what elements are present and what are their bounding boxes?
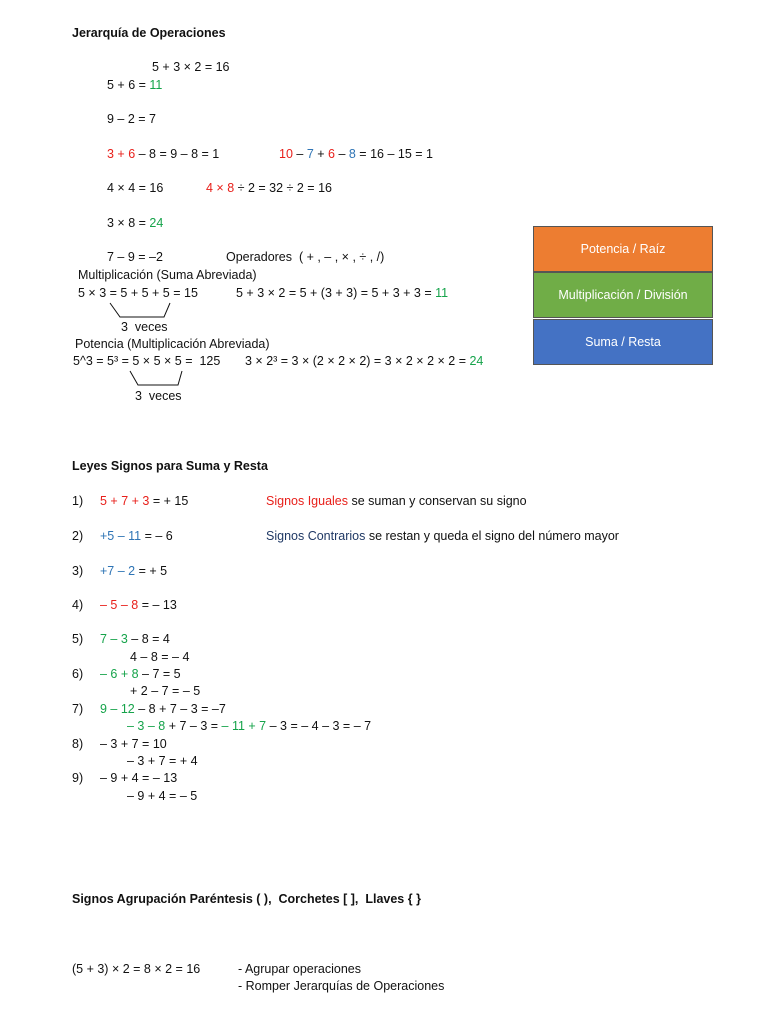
example-line: 5 + 3 × 2 = 16 — [152, 60, 230, 74]
example-line — [245, 354, 483, 369]
expression-segment: – 9 + 4 = – 13 — [100, 771, 178, 785]
expression-segment: 7 — [306, 147, 314, 161]
law-number: 5) — [72, 632, 84, 646]
law-number: 4) — [72, 598, 84, 612]
example-line — [107, 216, 163, 231]
expression-segment: 11 — [149, 78, 163, 92]
expression-segment: se suman y conservan su signo — [348, 494, 527, 508]
example-line — [107, 78, 162, 93]
expression-segment: – 8 = 9 – 8 = 1 — [135, 147, 220, 161]
expression-segment: – 7 = 5 — [138, 667, 181, 681]
expression-segment: ÷ 2 = 32 ÷ 2 = 16 — [234, 181, 332, 195]
grouping-example: (5 + 3) × 2 = 8 × 2 = 16 — [72, 962, 201, 976]
expression-segment: – 3 + 7 = 10 — [100, 737, 167, 751]
law-step: + 2 – 7 = – 5 — [130, 684, 201, 698]
expression-segment: 4 × 8 — [206, 181, 235, 195]
law-number: 7) — [72, 702, 84, 716]
expression-segment: – 8 + 7 – 3 = –7 — [134, 702, 226, 716]
law-number: 1) — [72, 494, 84, 508]
expression-segment: – — [292, 147, 307, 161]
law-equation — [100, 598, 177, 613]
law-equation — [100, 702, 226, 717]
expression-segment: = 16 – 15 = 1 — [355, 147, 433, 161]
law-number: 3) — [72, 564, 84, 578]
expression-segment: – 3 = – 4 – 3 = – 7 — [266, 719, 372, 733]
precedence-addition-box: Suma / Resta — [533, 319, 713, 365]
expression-segment: 3 × 8 = — [107, 216, 150, 230]
example-line: 9 – 2 = 7 — [107, 112, 156, 126]
example-line — [107, 147, 219, 162]
expression-segment: 5 + 6 = — [107, 78, 150, 92]
law-equation — [100, 632, 170, 647]
expression-segment: 3 + 6 — [107, 147, 136, 161]
example-line: 5^3 = 5³ = 5 × 5 × 5 = 125 — [73, 354, 221, 368]
law-equation — [100, 494, 188, 509]
law-equation — [100, 667, 181, 682]
law-equation — [100, 529, 173, 544]
example-line: 5 × 3 = 5 + 5 + 5 = 15 — [78, 286, 198, 300]
law-step: – 9 + 4 = – 5 — [127, 789, 198, 803]
law-note — [266, 494, 527, 509]
expression-segment: – 5 – 8 — [100, 598, 139, 612]
example-line — [206, 181, 332, 196]
expression-segment: = + 15 — [149, 494, 189, 508]
expression-segment: 3 × 2³ = 3 × (2 × 2 × 2) = 3 × 2 × 2 × 2 = — [245, 354, 470, 368]
precedence-multiplication-box: Multiplicación / División — [533, 272, 713, 318]
expression-segment: = – 13 — [138, 598, 177, 612]
expression-segment: +5 – 11 — [100, 529, 142, 543]
law-number: 9) — [72, 771, 84, 785]
expression-segment: 5 + 7 + 3 — [100, 494, 150, 508]
expression-segment: 10 — [279, 147, 293, 161]
expression-segment: 11 — [435, 286, 449, 300]
expression-segment: = + 5 — [135, 564, 168, 578]
expression-segment: se restan y queda el signo del número mayor — [365, 529, 619, 543]
expression-segment: +7 – 2 — [100, 564, 136, 578]
brace-caption: 3 veces — [121, 320, 168, 334]
grouping-note: - Agrupar operaciones — [238, 962, 361, 976]
law-equation — [100, 564, 167, 579]
expression-segment: 7 – 3 — [100, 632, 128, 646]
expression-segment: 8 — [348, 147, 356, 161]
brace-caption: 3 veces — [135, 389, 182, 403]
law-number: 6) — [72, 667, 84, 681]
law-equation — [100, 771, 177, 786]
expression-segment: – 11 + 7 — [221, 719, 267, 733]
expression-segment: 9 – 12 — [100, 702, 135, 716]
section-heading: Multiplicación (Suma Abreviada) — [78, 268, 257, 282]
expression-segment: + 7 – 3 = — [165, 719, 222, 733]
expression-segment: Signos Contrarios — [266, 529, 366, 543]
expression-segment: Signos Iguales — [266, 494, 349, 508]
section-title: Leyes Signos para Suma y Resta — [72, 459, 268, 473]
law-number: 2) — [72, 529, 84, 543]
example-line: 4 × 4 = 16 — [107, 181, 164, 195]
example-line: 7 – 9 = –2 — [107, 250, 163, 264]
law-step — [127, 719, 371, 734]
expression-segment: = – 6 — [141, 529, 173, 543]
expression-segment: + — [313, 147, 329, 161]
law-equation — [100, 737, 167, 752]
law-step: – 3 + 7 = + 4 — [127, 754, 198, 768]
expression-segment: – 3 – 8 — [127, 719, 166, 733]
law-note — [266, 529, 619, 544]
operators-line: Operadores ( + , – , × , ÷ , /) — [226, 250, 385, 264]
expression-segment: 24 — [149, 216, 164, 230]
brace-mark — [128, 370, 186, 388]
expression-segment: 24 — [469, 354, 484, 368]
section-title: Signos Agrupación Paréntesis ( ), Corchetes [ ], Llaves { } — [72, 892, 421, 906]
expression-segment: – — [334, 147, 349, 161]
example-line — [279, 147, 433, 162]
law-number: 8) — [72, 737, 84, 751]
law-step: 4 – 8 = – 4 — [130, 650, 190, 664]
precedence-power-box: Potencia / Raíz — [533, 226, 713, 272]
expression-segment: 5 + 3 × 2 = 5 + (3 + 3) = 5 + 3 + 3 = — [236, 286, 436, 300]
example-line — [236, 286, 448, 301]
brace-mark — [108, 302, 172, 320]
page-title: Jerarquía de Operaciones — [72, 26, 226, 40]
section-heading: Potencia (Multiplicación Abreviada) — [75, 337, 270, 351]
grouping-note: - Romper Jerarquías de Operaciones — [238, 979, 445, 993]
expression-segment: – 8 = 4 — [127, 632, 170, 646]
expression-segment: 6 — [328, 147, 335, 161]
expression-segment: – 6 + 8 — [100, 667, 139, 681]
